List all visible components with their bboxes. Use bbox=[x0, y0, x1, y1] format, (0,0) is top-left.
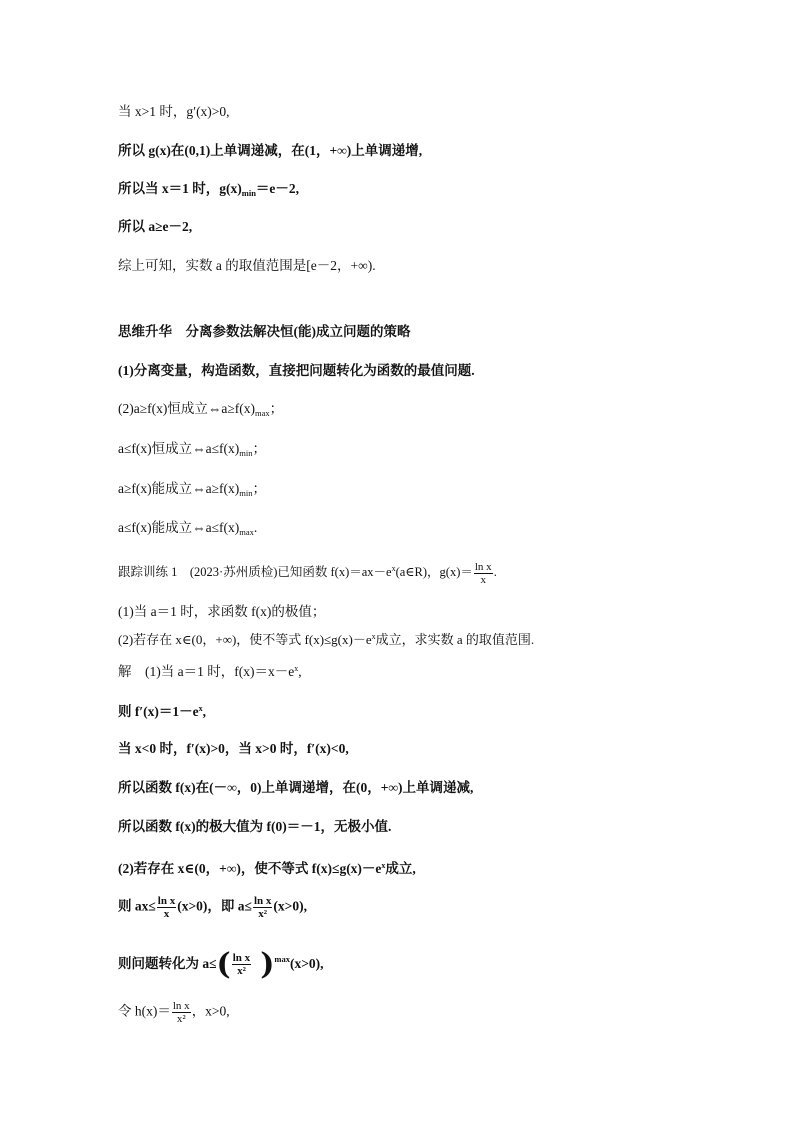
fraction: $\frac{\text{ln x}}{x}$ bbox=[474, 560, 492, 586]
text-line-13: (1)当 a＝1 时，求函数 f(x)的极值； bbox=[118, 604, 326, 619]
text-line-8: (2)a≥f(x)恒成立$\Leftrightarrow a\ge f(x)_{max}$； bbox=[118, 401, 284, 418]
text-line-16: 则 $f'(x)=1-e^x$, bbox=[118, 704, 207, 719]
fraction: $\frac{\text{ln x}}{\text{x²}}$ bbox=[172, 1000, 190, 1025]
text-line-22: 则问题转化为 a≤( $\frac{\text{ln x}}{\text{x²}}$ )$^{max}$(x>0), bbox=[118, 946, 324, 982]
text-line-21: 则 ax≤ $\frac{\text{ln x}}{x}$ (x>0)，即 a≤ $\frac{\text{ln x}}{\text{x²}}$ (x>0), bbox=[118, 895, 307, 920]
fraction: $\frac{\text{ln x}}{\text{x²}}$ bbox=[232, 952, 251, 978]
text-line-1: 当 x>1 时，g′(x)>0, bbox=[118, 104, 230, 119]
text-line-20: (2)若存在 x∈(0，+∞)，使不等式 $f(x)\le g(x)-e^x$成立, bbox=[118, 861, 416, 876]
text-line-19: 所以函数 f(x)的极大值为 f(0)＝－1，无极小值. bbox=[118, 819, 392, 834]
text-line-2: 所以 g(x)在(0,1)上单调递减，在(1，+∞)上单调递增, bbox=[118, 143, 423, 158]
text-line-14: (2)若存在 x∈(0，+∞)，使不等式 $f(x)\le g(x)-e^x$成立，求实数 a 的取值范围. bbox=[118, 632, 535, 647]
text-line-23: 令 h(x)＝ $\frac{\text{ln x}}{\text{x²}}$ ，x>0, bbox=[118, 1000, 230, 1025]
fraction: $\frac{\text{ln x}}{\text{x²}}$ bbox=[253, 895, 272, 920]
text-line-9: a≤f(x)恒成立$\Leftrightarrow a\le f(x)_{min}$； bbox=[118, 441, 267, 458]
text-line-10: a≥f(x)能成立$\Leftrightarrow a\ge f(x)_{min}$； bbox=[118, 481, 267, 498]
practice-problem: 跟踪训练 1 (2023·苏州质检)已知函数 $f(x)=ax-e^x(a\in R)$，g(x)＝ $\frac{\text{ln x}}{x}$ . bbox=[118, 560, 497, 586]
text-line-5: 综上可知，实数 a 的取值范围是[e－2，+∞). bbox=[118, 258, 376, 273]
text-line-15: 解 (1)当 a＝1 时，$f(x)=x-e^x$, bbox=[118, 664, 302, 679]
text-line-17: 当 x<0 时，f′(x)>0，当 x>0 时，f′(x)<0, bbox=[118, 741, 349, 756]
section-heading: 思维升华 分离参数法解决恒(能)成立问题的策略 bbox=[118, 324, 411, 339]
fraction: $\frac{\text{ln x}}{x}$ bbox=[157, 895, 176, 920]
text-line-7: (1)分离变量，构造函数，直接把问题转化为函数的最值问题. bbox=[118, 363, 475, 378]
text-line-18: 所以函数 f(x)在(－∞，0)上单调递增，在(0，+∞)上单调递减, bbox=[118, 780, 474, 795]
text-line-3: 所以当 x＝1 时，$g(x)_{min}=e-2$, bbox=[118, 181, 300, 198]
text-line-4: 所以 a≥e－2, bbox=[118, 219, 193, 234]
text-line-11: a≤f(x)能成立$\Leftrightarrow a\le f(x)_{max}$. bbox=[118, 520, 258, 537]
